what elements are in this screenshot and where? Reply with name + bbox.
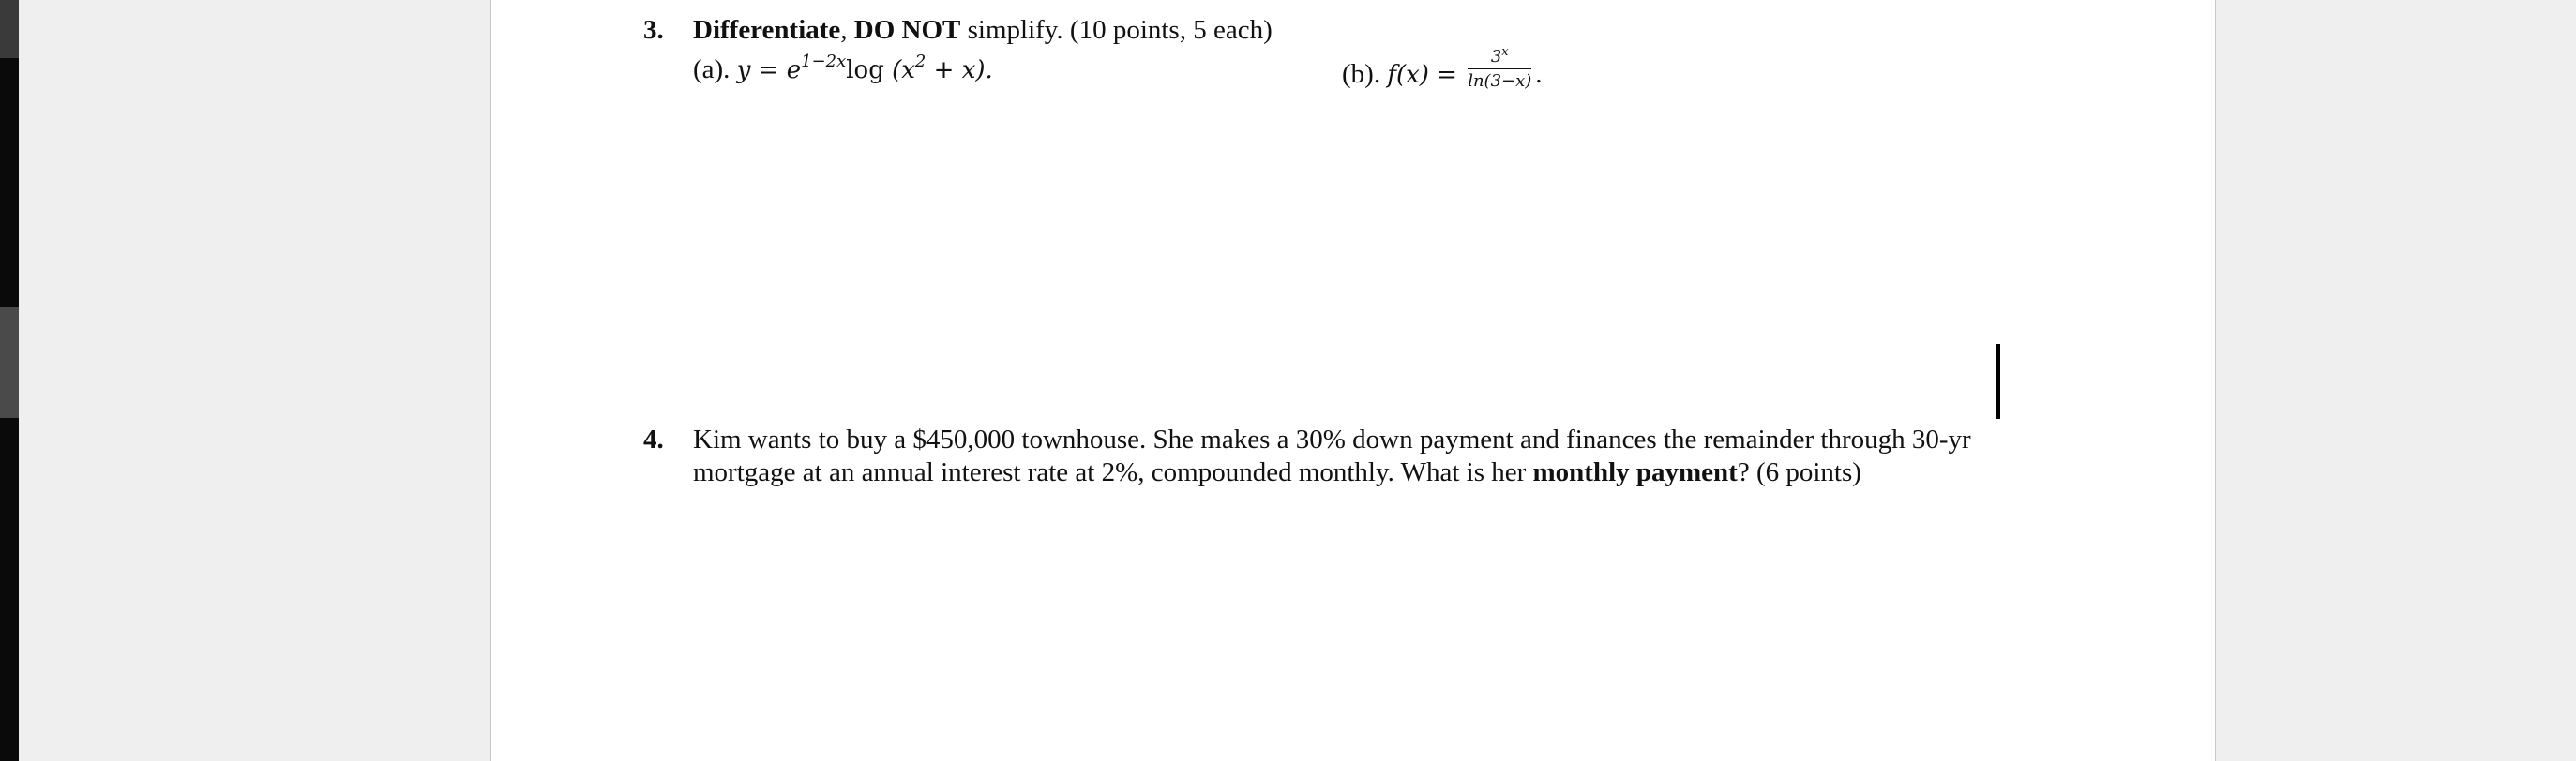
q3b-num-base: 3 bbox=[1490, 47, 1502, 67]
q3a-arg-close: + x). bbox=[926, 56, 993, 84]
q3b-numerator bbox=[1468, 47, 1531, 69]
question-3a bbox=[693, 54, 993, 85]
q3-title-differentiate: Differentiate bbox=[693, 15, 841, 45]
q3b-end: . bbox=[1535, 59, 1543, 90]
question-3-number: 3. bbox=[643, 15, 664, 45]
q3a-log: log bbox=[846, 56, 884, 84]
q3b-denominator: ln(3−x) bbox=[1468, 71, 1532, 91]
strip-segment-top bbox=[0, 0, 19, 58]
q3b-num-exp: x bbox=[1501, 45, 1509, 59]
text-cursor bbox=[1996, 344, 2000, 419]
question-4-line2 bbox=[693, 457, 1861, 488]
q3a-exponent: 1−2x bbox=[801, 52, 847, 71]
question-4-number: 4. bbox=[643, 425, 664, 455]
q4-line2-end: ? (6 points) bbox=[1737, 457, 1861, 487]
strip-segment-middle bbox=[0, 307, 19, 418]
q3-title-sep: , bbox=[840, 15, 854, 45]
q3a-label: (a). bbox=[693, 54, 731, 84]
q3-title-rest: simplify. (10 points, 5 each) bbox=[960, 15, 1273, 45]
document-page bbox=[490, 0, 2216, 761]
left-window-strip bbox=[0, 0, 19, 761]
q3-title-do-not: DO NOT bbox=[853, 15, 961, 45]
question-4-line1: Kim wants to buy a $450,000 townhouse. She makes a 30% down payment and finances the remainder through 30-yr bbox=[693, 425, 1971, 455]
question-3-prompt bbox=[693, 15, 1273, 46]
q3a-y-equals: y = e bbox=[736, 56, 802, 84]
q3b-label: (b). bbox=[1342, 59, 1381, 90]
q3a-arg-square: 2 bbox=[914, 52, 926, 71]
q4-monthly-payment: monthly payment bbox=[1532, 457, 1738, 487]
q4-line2-start: mortgage at an annual interest rate at 2%, compounded monthly. What is her bbox=[693, 457, 1533, 487]
q3a-arg-open: (x bbox=[883, 56, 915, 84]
q3b-lhs: f(x) = bbox=[1387, 61, 1457, 90]
question-3b bbox=[1342, 45, 1543, 98]
q3b-fraction bbox=[1468, 47, 1531, 91]
